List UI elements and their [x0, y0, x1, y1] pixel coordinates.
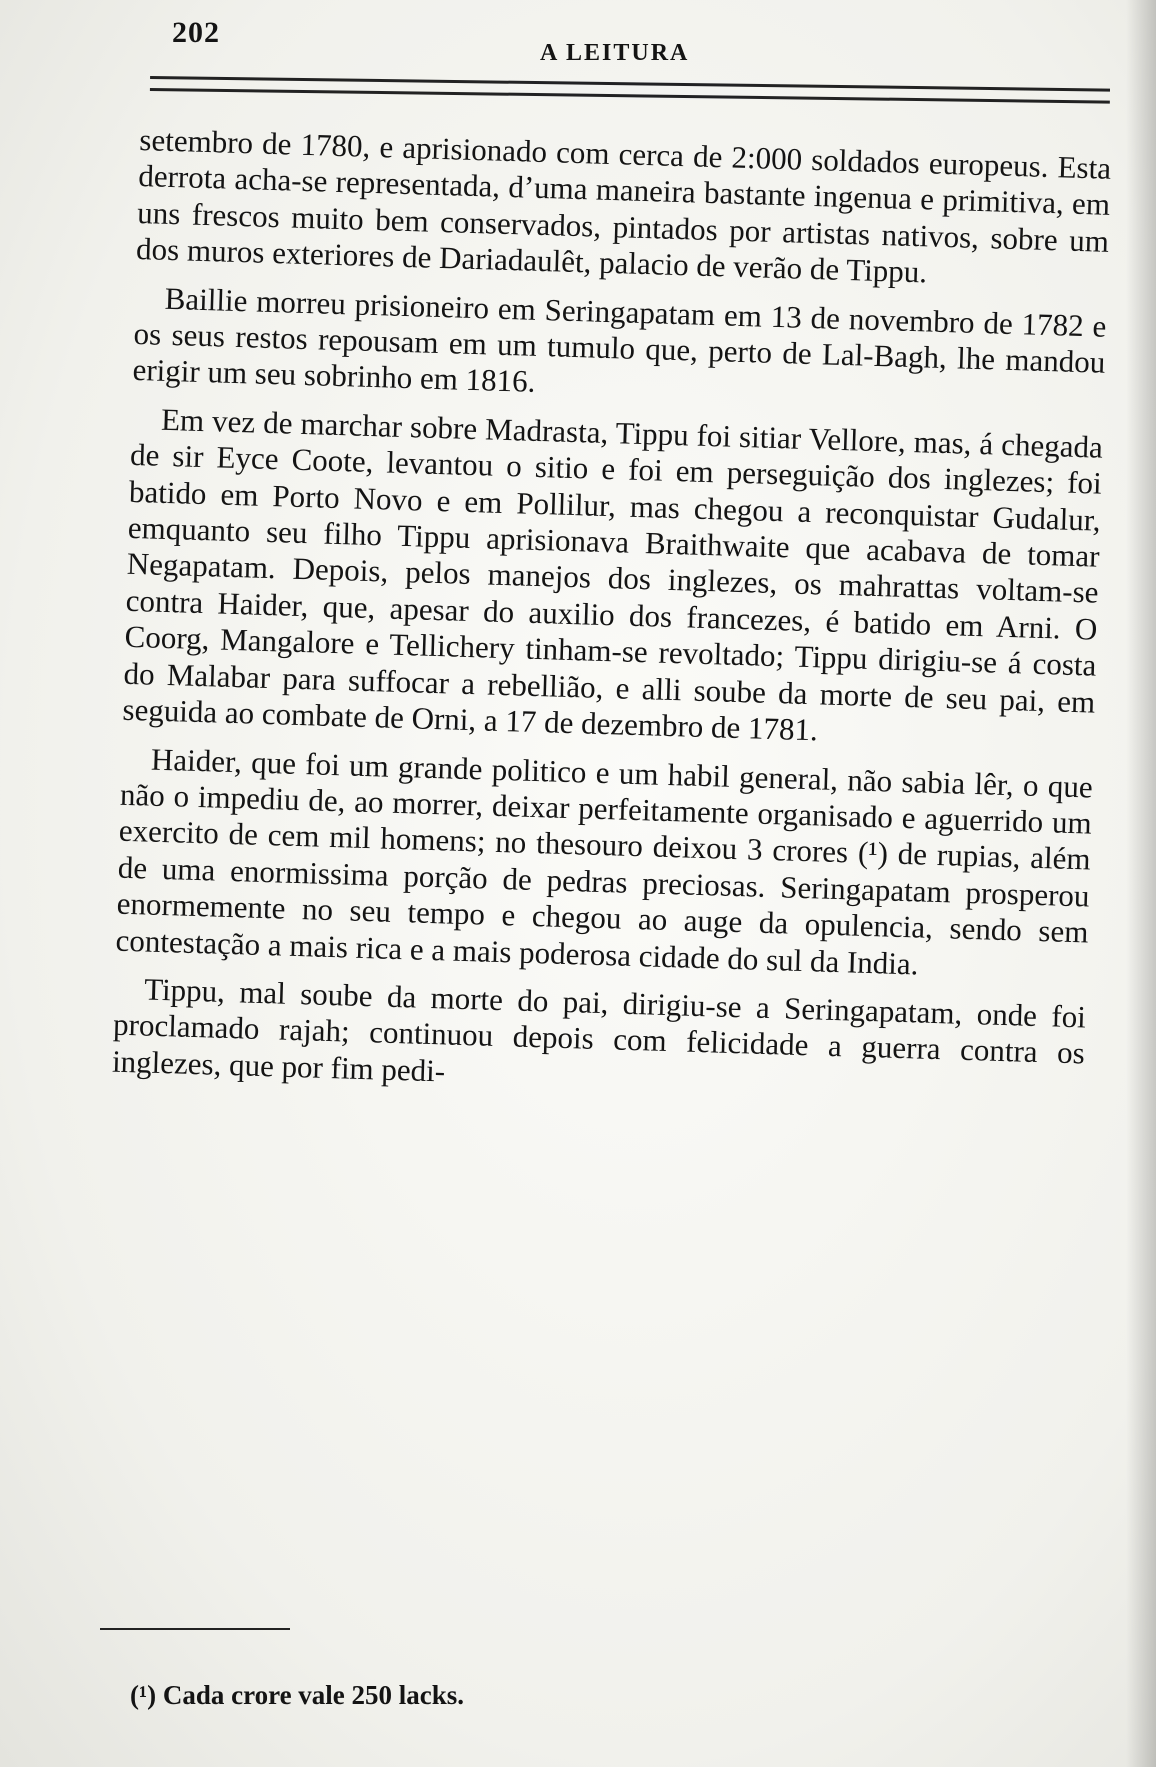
paragraph-4: Haider, que foi um grande politico e um habil general, não sabia lêr, o que não o impediu de, ao morrer, deixar perfeitamente organisado e aguerrido um exercito de cem mil homens; no thesouro deixou 3 crores (¹) de rupias, além de uma enormissima porção de pedras preciosas. Seringapatam prosperou enormemente no seu tempo e chegou ao auge da opulencia, sendo sem contestação a mais rica e a mais poderosa cidade do sul da India. [115, 741, 1094, 981]
footnote: (¹) Cada crore vale 250 lacks. [130, 1680, 465, 1710]
paragraph-1: setembro de 1780, e aprisionado com cerca de 2:000 soldados europeus. Esta derrota acha-se representada, d’uma maneira bastante ingenua e primitiva, em uns frescos muito bem conservados, pintados por artistas nativos, sobre um dos muros exteriores de Dariadaulêt, palacio de verão de Tippu. [135, 122, 1112, 290]
footnote-rule [100, 1628, 290, 1630]
page-number: 202 [172, 16, 220, 49]
page-edge-shadow [1126, 0, 1156, 1767]
body-text [112, 122, 1112, 1109]
paragraph-2: Baillie morreu prisioneiro em Seringapatam em 13 de novembro de 1782 e os seus restos repousam em um tumulo que, perto de Lal-Bagh, lhe mandou erigir um seu sobrinho em 1816. [132, 280, 1107, 400]
paragraph-3: Em vez de marchar sobre Madrasta, Tippu foi sitiar Vellore, mas, á chegada de sir Eyce Coote, levantou o sitio e foi em perseguição dos inglezes; foi batido em Porto Novo e em Pollilur, mas chegou a reconquistar Gudalur, emquanto seu filho Tippu aprisionava Braithwaite que acabava de tomar Negapatam. Depois, pelos manejos dos inglezes, os mahrattas voltam-se contra Haider, que, apesar do auxilio dos francezes, é batido em Arni. O Coorg, Mangalore e Tellichery tinham-se revoltado; Tippu dirigiu-se á costa do Malabar para suffocar a rebellião, e alli soube da morte de seu pai, em seguida ao combate de Orni, a 17 de dezembro de 1781. [122, 401, 1104, 748]
header-double-rule [150, 76, 1110, 104]
paragraph-5: Tippu, mal soube da morte do pai, dirigiu-se a Seringapatam, onde foi proclamado rajah; continuou depois com felicidade a guerra contra os inglezes, que por fim pedi- [111, 971, 1087, 1089]
running-title: A LEITURA [540, 40, 690, 66]
